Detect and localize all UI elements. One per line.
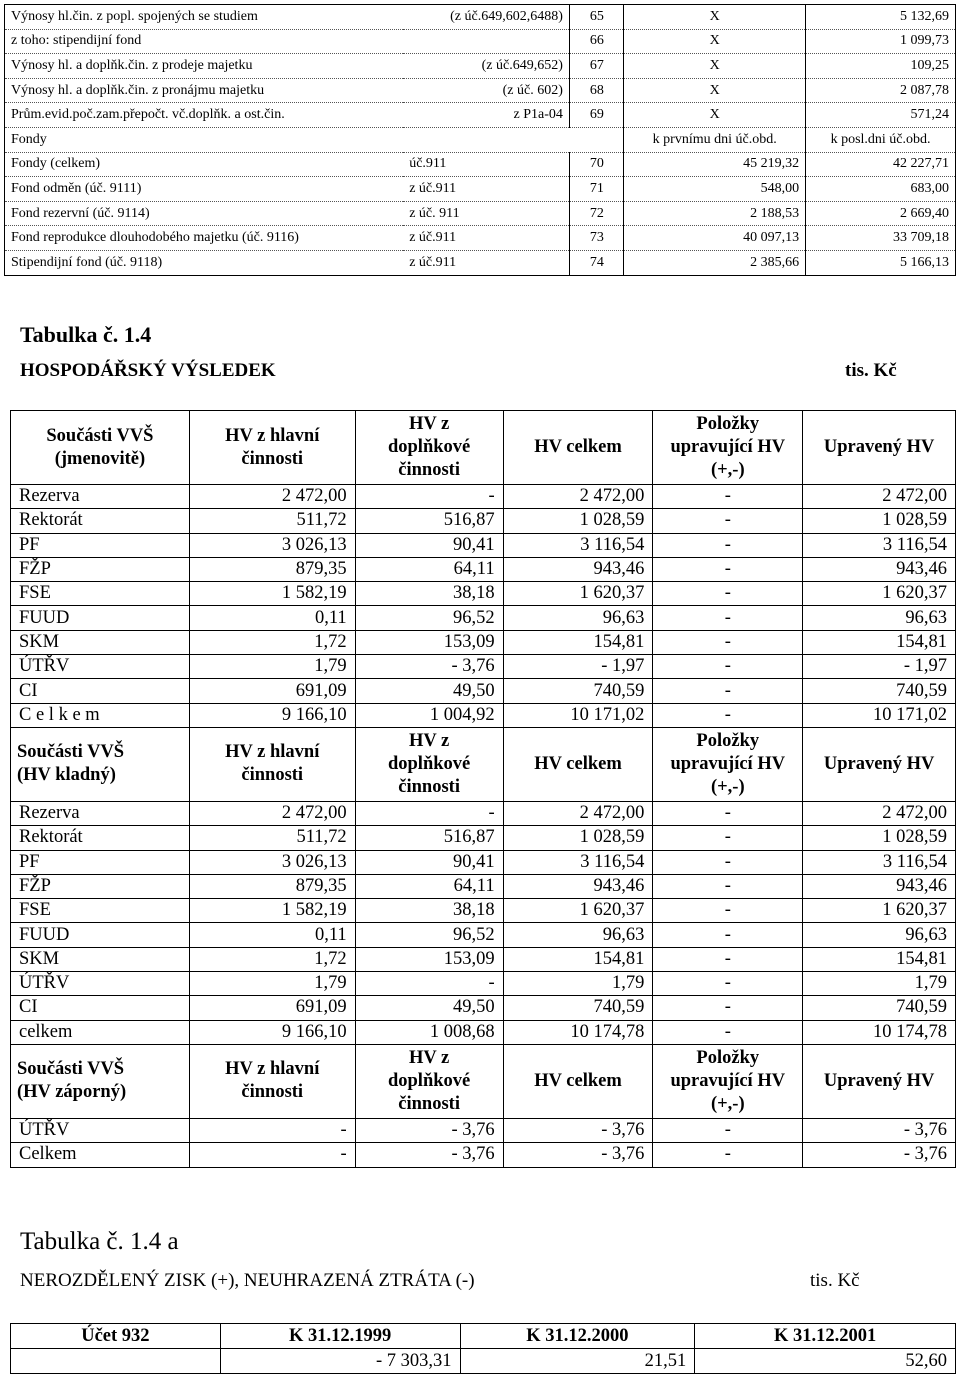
value-cell: - <box>653 509 803 533</box>
row-number: 72 <box>569 201 623 226</box>
table-row <box>11 874 956 898</box>
table-row <box>5 201 956 226</box>
row-value-first: X <box>624 103 806 128</box>
table-cell: 21,51 <box>460 1349 695 1374</box>
value-cell: 943,46 <box>803 874 956 898</box>
value-cell: - <box>653 923 803 947</box>
row-source: z úč.911 <box>403 226 569 251</box>
value-cell: 10 171,02 <box>803 703 956 727</box>
row-number: 70 <box>569 152 623 177</box>
table-row <box>5 177 956 202</box>
value-cell: 691,09 <box>189 996 355 1020</box>
unit-name: CI <box>11 679 190 703</box>
row-value-first: X <box>624 54 806 79</box>
value-cell: - <box>355 485 503 509</box>
value-cell: 511,72 <box>189 826 355 850</box>
value-cell: 1 008,68 <box>355 1020 503 1044</box>
table-row <box>11 655 956 679</box>
value-cell: - 1,97 <box>803 655 956 679</box>
value-cell: 879,35 <box>189 874 355 898</box>
header-cell: K 31.12.1999 <box>220 1324 460 1349</box>
value-cell: 3 116,54 <box>503 533 653 557</box>
value-cell: - <box>653 874 803 898</box>
unit-name: FŽP <box>11 874 190 898</box>
unit-name: C e l k e m <box>11 703 190 727</box>
value-cell: 96,63 <box>503 606 653 630</box>
value-cell: - <box>653 533 803 557</box>
row-value-last: 683,00 <box>806 177 956 202</box>
row-source <box>403 29 569 54</box>
unit-name: FUUD <box>11 606 190 630</box>
header-cell: HV celkem <box>503 1044 653 1118</box>
funds-label: Fondy <box>5 127 404 152</box>
section-label: Součásti VVŠ (HV kladný) <box>11 727 190 801</box>
section-label: Součásti VVŠ (jmenovitě) <box>11 411 190 485</box>
table-row <box>11 801 956 825</box>
value-cell: 96,52 <box>355 606 503 630</box>
economic-result-table <box>10 410 956 1168</box>
value-cell: - <box>653 801 803 825</box>
value-cell: 516,87 <box>355 509 503 533</box>
unit-name: FŽP <box>11 557 190 581</box>
unit-name: FUUD <box>11 923 190 947</box>
value-cell: - 1,97 <box>503 655 653 679</box>
table-row <box>11 509 956 533</box>
value-cell: 49,50 <box>355 996 503 1020</box>
row-value-first: 2 188,53 <box>624 201 806 226</box>
table-1-4a-subtitle: NEROZDĚLENÝ ZISK (+), NEUHRAZENÁ ZTRÁTA (-) <box>20 1270 475 1291</box>
header-cell: Položky upravující HV (+,-) <box>653 411 803 485</box>
value-cell: 2 472,00 <box>803 485 956 509</box>
value-cell: 90,41 <box>355 850 503 874</box>
value-cell: - <box>355 801 503 825</box>
row-source: z úč. 911 <box>403 201 569 226</box>
value-cell: - <box>653 557 803 581</box>
header-cell: Položky upravující HV (+,-) <box>653 1044 803 1118</box>
value-cell: 38,18 <box>355 582 503 606</box>
unit-name: ÚTŘV <box>11 972 190 996</box>
row-label: Stipendijní fond (úč. 9118) <box>11 254 163 270</box>
value-cell: 1 028,59 <box>503 509 653 533</box>
value-cell: 1,72 <box>189 630 355 654</box>
value-cell: - <box>653 1020 803 1044</box>
row-value-first: X <box>624 29 806 54</box>
value-cell: - 3,76 <box>503 1143 653 1167</box>
table-row <box>11 947 956 971</box>
row-value-last: 5 166,13 <box>806 250 956 275</box>
table-row <box>11 557 956 581</box>
unit-name: ÚTŘV <box>11 1118 190 1142</box>
row-number: 71 <box>569 177 623 202</box>
row-label: Výnosy hl.čin. z popl. spojených se studiem <box>5 5 404 30</box>
table-cell <box>11 1349 221 1374</box>
value-cell: 154,81 <box>803 630 956 654</box>
funds-header-row <box>5 127 956 152</box>
value-cell: - <box>653 996 803 1020</box>
row-value-first: X <box>624 5 806 30</box>
row-label: Fond reprodukce dlouhodobého majetku (úč. 9116) <box>5 226 404 251</box>
table-row <box>11 1143 956 1167</box>
value-cell: - <box>653 1118 803 1142</box>
unit-name: Rezerva <box>11 485 190 509</box>
value-cell: - <box>189 1118 355 1142</box>
table-row <box>5 103 956 128</box>
value-cell: 49,50 <box>355 679 503 703</box>
value-cell: - 3,76 <box>355 1118 503 1142</box>
value-cell: 1 620,37 <box>503 899 653 923</box>
table-row <box>11 1349 956 1374</box>
table-cell: 52,60 <box>695 1349 956 1374</box>
unit-name: PF <box>11 850 190 874</box>
header-cell: HV z hlavní činnosti <box>189 411 355 485</box>
value-cell: 10 171,02 <box>503 703 653 727</box>
value-cell: 943,46 <box>503 557 653 581</box>
row-source: (z úč.649,652) <box>403 54 569 79</box>
table-1-4-subtitle: HOSPODÁŘSKÝ VÝSLEDEK <box>20 360 276 381</box>
table-row <box>11 582 956 606</box>
table-row <box>11 679 956 703</box>
row-value-last: 2 087,78 <box>806 78 956 103</box>
value-cell: 1,79 <box>803 972 956 996</box>
row-number: 67 <box>569 54 623 79</box>
header-cell: HV z doplňkové činnosti <box>355 411 503 485</box>
empty-cell <box>403 127 569 152</box>
value-cell: 516,87 <box>355 826 503 850</box>
value-cell: - <box>653 582 803 606</box>
header-cell: HV z hlavní činnosti <box>189 1044 355 1118</box>
value-cell: 1,72 <box>189 947 355 971</box>
value-cell: 1,79 <box>189 655 355 679</box>
value-cell: - <box>653 850 803 874</box>
header-row <box>11 727 956 801</box>
row-number: 73 <box>569 226 623 251</box>
value-cell: 3 116,54 <box>803 533 956 557</box>
row-source: úč.911 <box>403 152 569 177</box>
header-cell: HV z doplňkové činnosti <box>355 1044 503 1118</box>
table-cell: - 7 303,31 <box>220 1349 460 1374</box>
unit-name: Celkem <box>11 1143 190 1167</box>
value-cell: 943,46 <box>803 557 956 581</box>
unit-name: PF <box>11 533 190 557</box>
value-cell: 2 472,00 <box>503 801 653 825</box>
value-cell: 740,59 <box>803 996 956 1020</box>
value-cell: - <box>653 826 803 850</box>
value-cell: 38,18 <box>355 899 503 923</box>
row-label: Výnosy hl. a doplňk.čin. z prodeje majetku <box>5 54 404 79</box>
header-cell: HV z doplňkové činnosti <box>355 727 503 801</box>
row-label: Prům.evid.poč.zam.přepočt. vč.doplňk. a ost.čin. <box>5 103 404 128</box>
value-cell: - <box>355 972 503 996</box>
header-cell: K 31.12.2000 <box>460 1324 695 1349</box>
value-cell: - 3,76 <box>803 1118 956 1142</box>
table-row <box>11 826 956 850</box>
value-cell: - <box>653 1143 803 1167</box>
value-cell: 740,59 <box>503 996 653 1020</box>
value-cell: 1 582,19 <box>189 582 355 606</box>
value-cell: 1,79 <box>503 972 653 996</box>
value-cell: - <box>653 655 803 679</box>
row-value-first: 45 219,32 <box>624 152 806 177</box>
value-cell: 1 620,37 <box>803 899 956 923</box>
row-number: 69 <box>569 103 623 128</box>
value-cell: - <box>653 972 803 996</box>
funds-col-first: k prvnímu dni úč.obd. <box>624 127 806 152</box>
header-cell: Upravený HV <box>803 1044 956 1118</box>
value-cell: 9 166,10 <box>189 1020 355 1044</box>
value-cell: 96,63 <box>503 923 653 947</box>
value-cell: 1 028,59 <box>803 826 956 850</box>
empty-cell <box>569 127 623 152</box>
value-cell: 3 116,54 <box>803 850 956 874</box>
value-cell: 0,11 <box>189 606 355 630</box>
value-cell: 153,09 <box>355 630 503 654</box>
value-cell: 2 472,00 <box>189 801 355 825</box>
table-row <box>5 5 956 30</box>
table-row <box>11 850 956 874</box>
value-cell: 1 582,19 <box>189 899 355 923</box>
row-value-first: 40 097,13 <box>624 226 806 251</box>
row-source: z úč.911 <box>403 177 569 202</box>
header-cell: HV celkem <box>503 727 653 801</box>
value-cell: 0,11 <box>189 923 355 947</box>
row-number: 65 <box>569 5 623 30</box>
unit-name: FSE <box>11 899 190 923</box>
value-cell: 943,46 <box>503 874 653 898</box>
value-cell: 96,63 <box>803 923 956 947</box>
unit-name: ÚTŘV <box>11 655 190 679</box>
table-1-4-unit: tis. Kč <box>845 360 897 381</box>
header-cell: Účet 932 <box>11 1324 221 1349</box>
header-cell: Upravený HV <box>803 411 956 485</box>
unit-name: Rektorát <box>11 509 190 533</box>
row-number: 66 <box>569 29 623 54</box>
value-cell: 154,81 <box>803 947 956 971</box>
value-cell: 96,52 <box>355 923 503 947</box>
row-source: (z úč. 602) <box>403 78 569 103</box>
row-label: Fond odměn (úč. 9111) <box>5 177 404 202</box>
value-cell: 90,41 <box>355 533 503 557</box>
value-cell: 64,11 <box>355 557 503 581</box>
table-row <box>11 899 956 923</box>
row-value-last: 33 709,18 <box>806 226 956 251</box>
table-row <box>11 533 956 557</box>
retained-earnings-table <box>10 1323 956 1374</box>
row-label: z toho: stipendijní fond <box>5 29 404 54</box>
row-number: 68 <box>569 78 623 103</box>
row-label: Fondy (celkem) <box>5 152 404 177</box>
row-value-first: 548,00 <box>624 177 806 202</box>
value-cell: - 3,76 <box>503 1118 653 1142</box>
unit-name: SKM <box>11 630 190 654</box>
value-cell: - 3,76 <box>355 1143 503 1167</box>
value-cell: - <box>653 606 803 630</box>
unit-name: celkem <box>11 1020 190 1044</box>
table-row <box>5 54 956 79</box>
row-label: Fond rezervní (úč. 9114) <box>5 201 404 226</box>
value-cell: 2 472,00 <box>189 485 355 509</box>
value-cell: 1 028,59 <box>503 826 653 850</box>
value-cell: - <box>653 630 803 654</box>
header-row <box>11 1324 956 1349</box>
value-cell: 10 174,78 <box>503 1020 653 1044</box>
table-row <box>11 630 956 654</box>
table-row <box>11 1020 956 1044</box>
row-number: 74 <box>569 250 623 275</box>
value-cell: - <box>653 947 803 971</box>
table-row <box>5 78 956 103</box>
unit-name: CI <box>11 996 190 1020</box>
table-row <box>5 250 956 275</box>
header-cell: HV celkem <box>503 411 653 485</box>
value-cell: 3 026,13 <box>189 850 355 874</box>
header-row <box>11 1044 956 1118</box>
value-cell: 511,72 <box>189 509 355 533</box>
row-source: z P1a-04 <box>403 103 569 128</box>
table-row <box>11 703 956 727</box>
value-cell: 1 620,37 <box>803 582 956 606</box>
value-cell: 691,09 <box>189 679 355 703</box>
unit-name: SKM <box>11 947 190 971</box>
top-statistics-table <box>4 4 956 276</box>
table-row <box>11 485 956 509</box>
header-cell: Položky upravující HV (+,-) <box>653 727 803 801</box>
header-cell: K 31.12.2001 <box>695 1324 956 1349</box>
value-cell: 153,09 <box>355 947 503 971</box>
value-cell: 1,79 <box>189 972 355 996</box>
value-cell: - <box>189 1143 355 1167</box>
table-row <box>11 923 956 947</box>
value-cell: 879,35 <box>189 557 355 581</box>
value-cell: 740,59 <box>503 679 653 703</box>
row-value-last: 2 669,40 <box>806 201 956 226</box>
value-cell: 154,81 <box>503 947 653 971</box>
value-cell: - <box>653 899 803 923</box>
value-cell: 740,59 <box>803 679 956 703</box>
row-value-first: X <box>624 78 806 103</box>
value-cell: 64,11 <box>355 874 503 898</box>
value-cell: - <box>653 485 803 509</box>
unit-name: FSE <box>11 582 190 606</box>
row-value-last: 109,25 <box>806 54 956 79</box>
value-cell: 2 472,00 <box>503 485 653 509</box>
value-cell: 1 028,59 <box>803 509 956 533</box>
row-value-last: 5 132,69 <box>806 5 956 30</box>
value-cell: 1 620,37 <box>503 582 653 606</box>
section-label: Součásti VVŠ (HV záporný) <box>11 1044 190 1118</box>
header-row <box>11 411 956 485</box>
table-row <box>11 972 956 996</box>
value-cell: 3 026,13 <box>189 533 355 557</box>
value-cell: 154,81 <box>503 630 653 654</box>
table-row <box>5 29 956 54</box>
value-cell: - 3,76 <box>355 655 503 679</box>
value-cell: 10 174,78 <box>803 1020 956 1044</box>
table-row <box>11 1118 956 1142</box>
row-label: Výnosy hl. a doplňk.čin. z pronájmu majetku <box>5 78 404 103</box>
value-cell: 3 116,54 <box>503 850 653 874</box>
value-cell: 9 166,10 <box>189 703 355 727</box>
header-cell: HV z hlavní činnosti <box>189 727 355 801</box>
value-cell: 1 004,92 <box>355 703 503 727</box>
value-cell: 2 472,00 <box>803 801 956 825</box>
funds-col-last: k posl.dni úč.obd. <box>806 127 956 152</box>
table-1-4a-title: Tabulka č. 1.4 a <box>20 1228 179 1255</box>
table-row <box>11 606 956 630</box>
row-value-last: 571,24 <box>806 103 956 128</box>
unit-name: Rezerva <box>11 801 190 825</box>
row-source: z úč.911 <box>409 254 457 270</box>
table-1-4-title: Tabulka č. 1.4 <box>20 322 152 347</box>
value-cell: - 3,76 <box>803 1143 956 1167</box>
row-value-last: 42 227,71 <box>806 152 956 177</box>
unit-name: Rektorát <box>11 826 190 850</box>
row-source: (z úč.649,602,6488) <box>403 5 569 30</box>
header-cell: Upravený HV <box>803 727 956 801</box>
table-1-4a-unit: tis. Kč <box>810 1270 860 1291</box>
row-value-last: 1 099,73 <box>806 29 956 54</box>
value-cell: - <box>653 703 803 727</box>
table-row <box>5 152 956 177</box>
value-cell: 96,63 <box>803 606 956 630</box>
table-row <box>11 996 956 1020</box>
value-cell: - <box>653 679 803 703</box>
table-row <box>5 226 956 251</box>
row-value-first: 2 385,66 <box>624 250 806 275</box>
